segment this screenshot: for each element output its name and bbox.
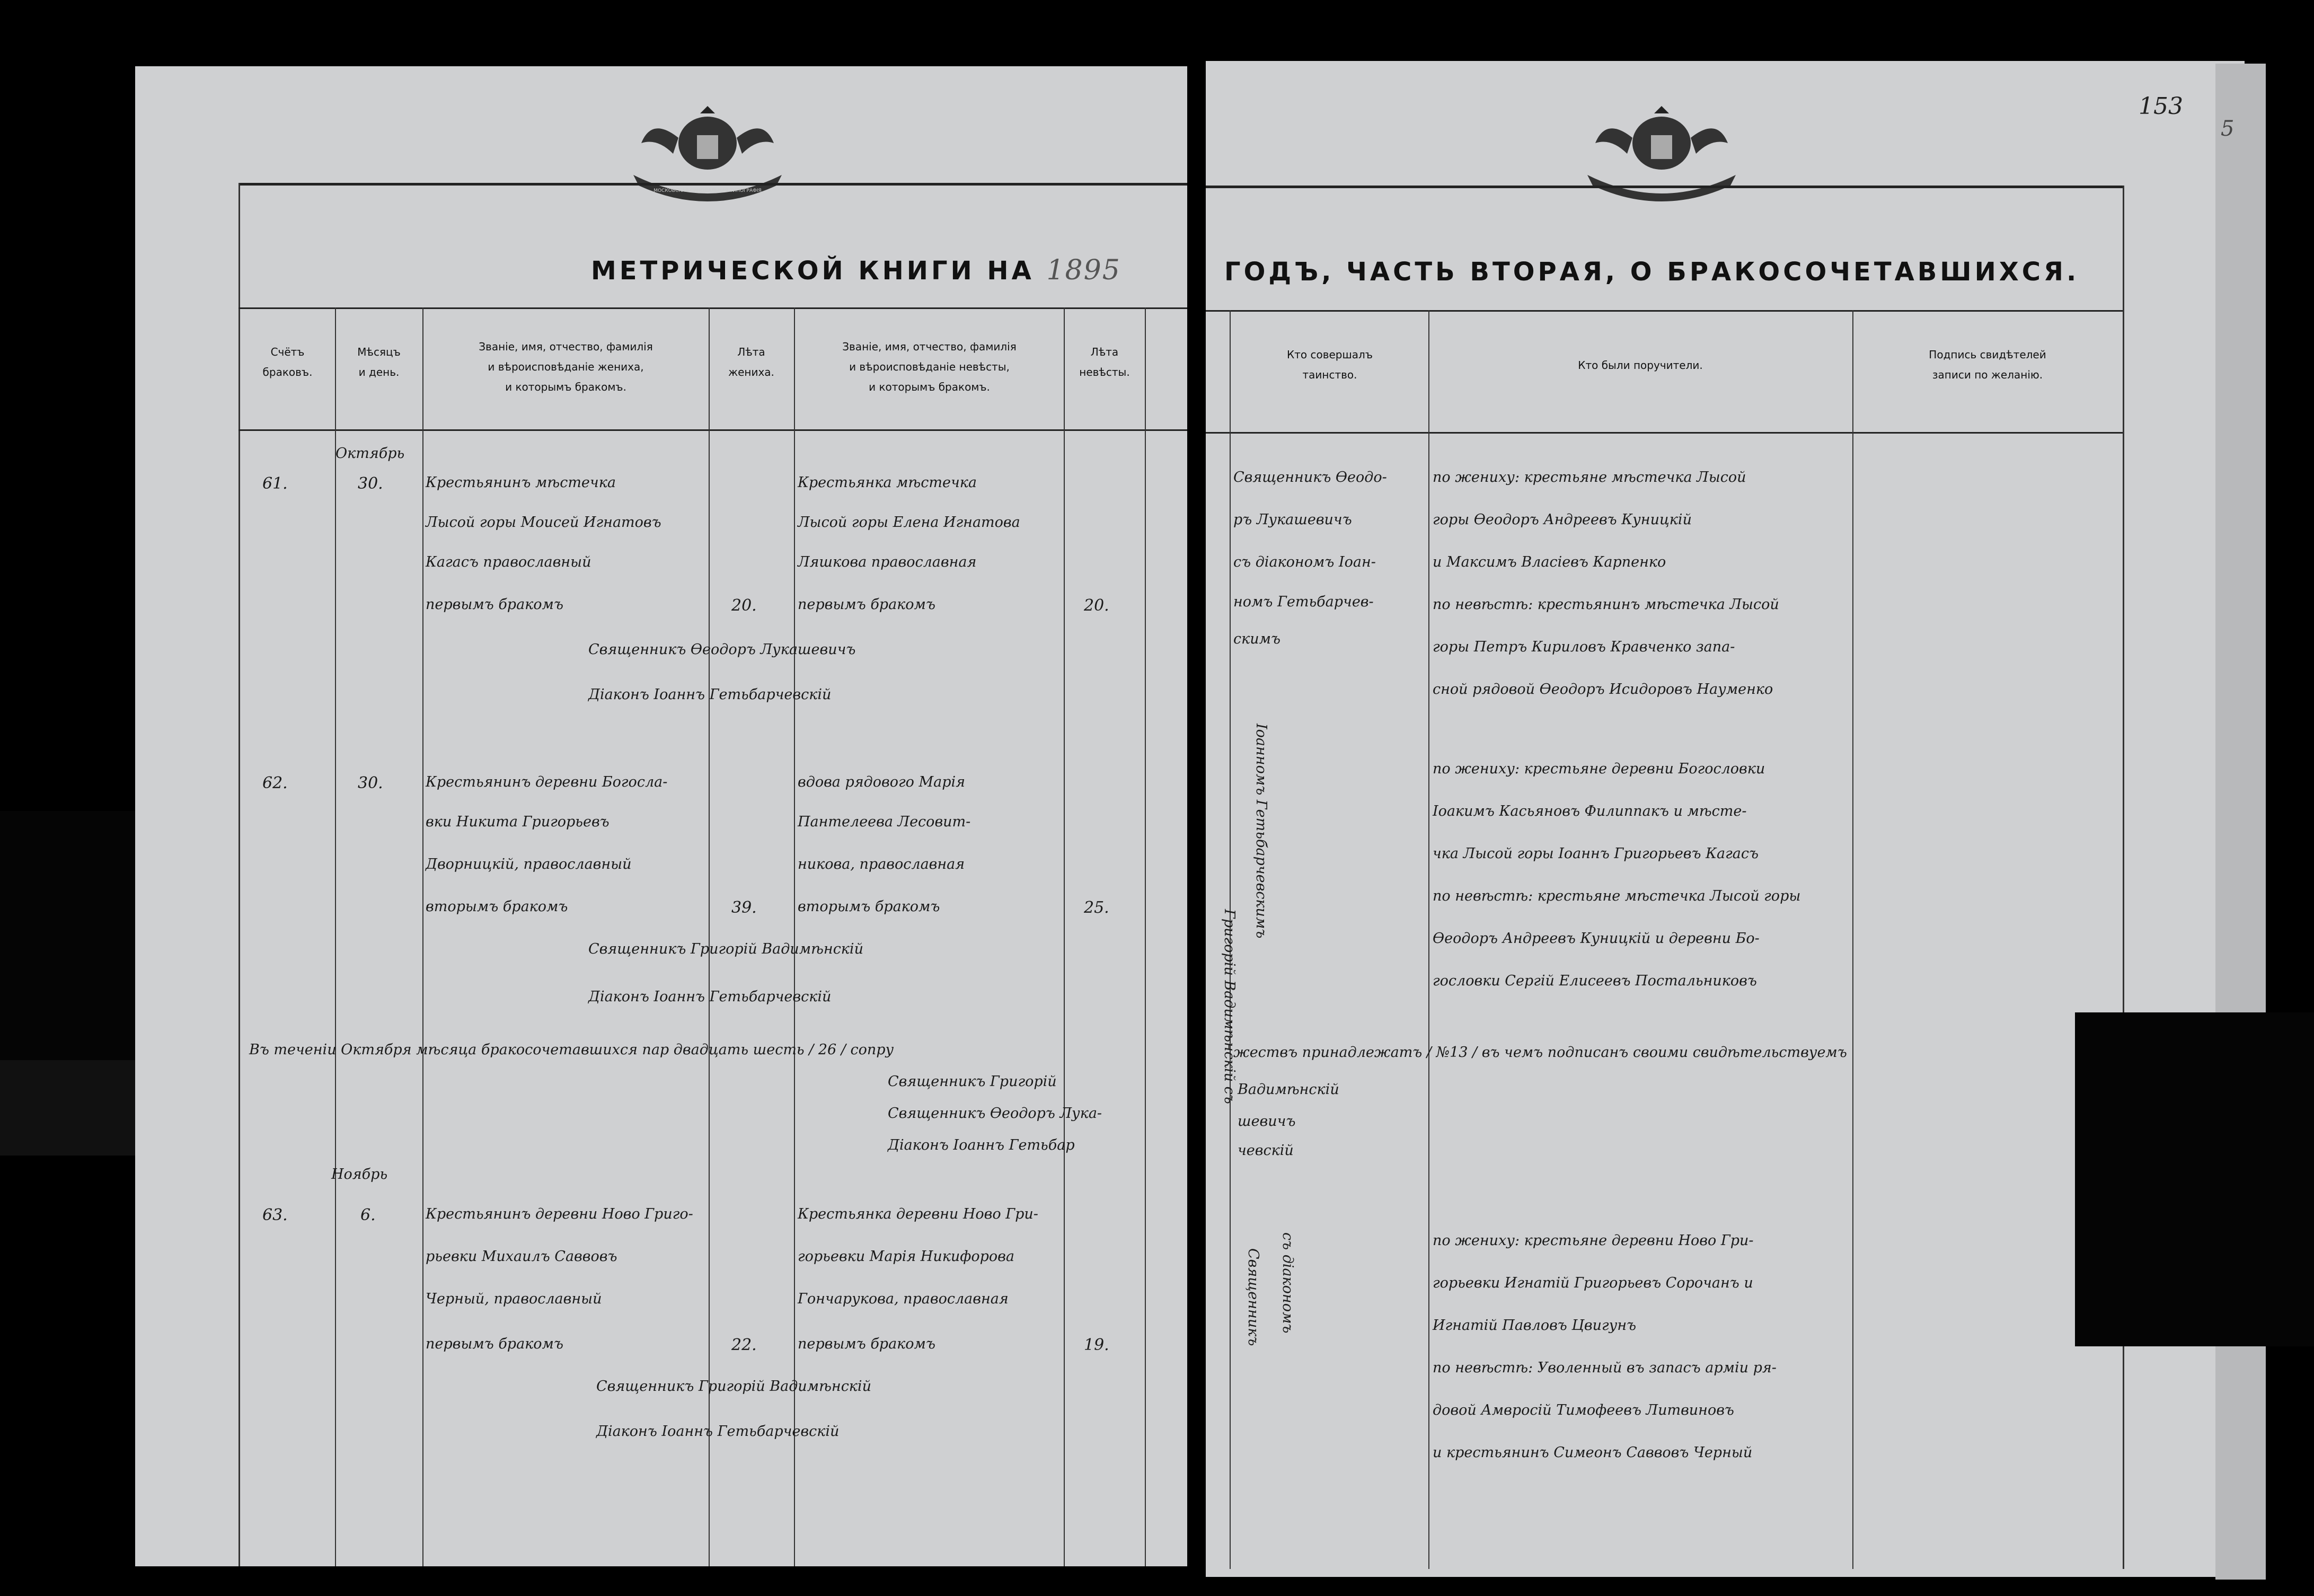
title-prefix: МЕТРИЧЕСКОЙ КНИГИ НА xyxy=(591,256,1035,286)
record-62-bride-line1: вдова рядового Марія xyxy=(798,774,965,790)
record-62-surety-line4: по невѣстѣ: крестьяне мѣстечка Лысой горы xyxy=(1433,888,1801,904)
record-62-bride-line2: Пантелеева Лесовит- xyxy=(798,814,971,830)
record-61-bride-line2: Лысой горы Елена Игнатова xyxy=(798,514,1020,531)
col-header-count: Счётъ браковъ. xyxy=(262,346,313,378)
record-61-bride-age: 20. xyxy=(1084,596,1109,615)
record-61-signature-deacon: Діаконъ Іоаннъ Гетьбарчевскій xyxy=(588,686,832,703)
record-63-groom-line4: первымъ бракомъ xyxy=(426,1336,563,1352)
col-header-witness-signatures: Подпись свидѣтелей записи по желанію. xyxy=(1929,348,2046,381)
record-63-day: 6. xyxy=(360,1206,376,1224)
record-61-groom-line1: Крестьянинъ мѣстечка xyxy=(426,474,616,491)
record-62-bride-age: 25. xyxy=(1084,898,1109,917)
year-handwritten: 1895 xyxy=(1046,254,1121,286)
header-rule-bottom xyxy=(1206,432,2123,434)
page-title-right: ГОДЪ, ЧАСТЬ ВТОРАЯ, О БРАКОСОЧЕТАВШИХСЯ. xyxy=(1224,257,2080,287)
record-63-month: Ноябрь xyxy=(331,1166,388,1183)
record-62-surety-line1: по жениху: крестьяне деревни Богословки xyxy=(1433,761,1765,777)
record-61-surety-line2: горы Өеодоръ Андреевъ Куницкій xyxy=(1433,512,1692,528)
record-61-day: 30. xyxy=(358,474,383,493)
record-63-groom-age: 22. xyxy=(731,1336,757,1354)
top-rule xyxy=(1206,186,2123,188)
record-63-groom-line3: Черный, православный xyxy=(426,1291,602,1307)
col-header-bride-age: Лѣта невѣсты. xyxy=(1079,346,1130,378)
next-page-edge xyxy=(2215,64,2266,1580)
page-title-left xyxy=(591,254,1121,286)
record-63-bride-line3: Гончарукова, православная xyxy=(798,1291,1009,1307)
record-63-bride-line1: Крестьянка деревни Ново Гри- xyxy=(798,1206,1038,1222)
record-61-month: Октябрь xyxy=(335,445,405,462)
record-62-groom-line4: вторымъ бракомъ xyxy=(426,898,568,915)
record-61-groom-line4: первымъ бракомъ xyxy=(426,596,563,613)
record-61-groom-line3: Кагасъ православный xyxy=(426,554,591,570)
col-header-groom-age: Лѣта жениха. xyxy=(728,346,774,378)
record-62-surety-line2: Іоакимъ Касьяновъ Филиппакъ и мѣсте- xyxy=(1433,803,1747,819)
col-line xyxy=(335,307,336,1566)
record-63-signature-deacon: Діаконъ Іоаннъ Гетьбарчевскій xyxy=(596,1423,840,1440)
record-61-officiant-line5: скимъ xyxy=(1233,631,1281,647)
record-63-bride-line2: горьевки Марія Никифорова xyxy=(798,1248,1014,1265)
monthly-summary-text: Въ теченіи Октября мѣсяца бракосочетавшихся пар двадцать шесть / 26 / сопру xyxy=(249,1042,894,1058)
record-62-signature-deacon: Діаконъ Іоаннъ Гетьбарчевскій xyxy=(588,989,832,1005)
col-line xyxy=(422,307,423,1566)
record-62-officiant-vertical-1: Григорій Вадимѣнскій съ xyxy=(1221,909,1238,1104)
record-61-officiant-line2: ръ Лукашевичъ xyxy=(1233,512,1352,528)
summary-signature-3: Священникъ Өеодоръ Лука- xyxy=(888,1105,1102,1122)
imperial-eagle-crest-icon xyxy=(623,95,792,207)
record-62-surety-line6: гословки Сергій Елисеевъ Постальниковъ xyxy=(1433,973,1757,989)
record-62-groom-line1: Крестьянинъ деревни Богосла- xyxy=(426,774,668,790)
summary-signature-2: Вадимѣнскій xyxy=(1238,1081,1339,1098)
record-63-signature-priest: Священникъ Григорій Вадимѣнскій xyxy=(596,1378,871,1395)
right-frame-line xyxy=(2123,186,2124,1569)
imperial-eagle-crest-icon xyxy=(1577,95,1746,207)
col-header-bride: Званіе, имя, отчество, фамилія и вѣроисповѣданіе невѣсты, и которымъ бракомъ. xyxy=(842,340,1017,393)
record-63-officiant-vertical-1: Священникъ xyxy=(1245,1248,1261,1346)
record-62-officiant-vertical-2: Іоанномъ Гетьбарчевскимъ xyxy=(1253,724,1269,939)
record-62-number: 62. xyxy=(262,774,288,792)
record-61-officiant-line4: номъ Гетьбарчев- xyxy=(1233,594,1374,610)
col-line xyxy=(1145,307,1146,1566)
record-63-officiant-vertical-2: съ діакономъ xyxy=(1279,1232,1296,1334)
record-61-surety-line4: по невѣстѣ: крестьянинъ мѣстечка Лысой xyxy=(1433,596,1779,613)
record-63-number: 63. xyxy=(262,1206,288,1224)
record-62-groom-line2: вки Никита Григорьевъ xyxy=(426,814,610,830)
header-rule-top xyxy=(1206,310,2123,312)
page-number xyxy=(2139,93,2183,120)
record-63-bride-age: 19. xyxy=(1084,1336,1109,1354)
record-61-bride-line3: Ляшкова православная xyxy=(798,554,977,570)
col-header-month: Мѣсяцъ и день. xyxy=(357,346,401,378)
record-63-bride-line4: первымъ бракомъ xyxy=(798,1336,935,1352)
left-binding-tab-lower xyxy=(0,1060,138,1156)
record-62-bride-line3: никова, православная xyxy=(798,856,965,872)
record-61-surety-line6: сной рядовой Өеодоръ Исидоровъ Науменко xyxy=(1433,681,1773,698)
record-62-surety-line3: чка Лысой горы Іоаннъ Григорьевъ Кагасъ xyxy=(1433,845,1759,862)
record-62-groom-age: 39. xyxy=(731,898,757,917)
record-62-surety-line5: Өеодоръ Андреевъ Куницкій и деревни Бо- xyxy=(1433,930,1760,947)
header-rule-top xyxy=(239,307,1187,309)
col-line xyxy=(709,307,710,1566)
col-line xyxy=(794,307,795,1566)
record-61-number: 61. xyxy=(262,474,288,493)
left-page xyxy=(135,66,1187,1566)
right-binding-tab xyxy=(2075,1012,2314,1346)
right-page xyxy=(1206,61,2245,1577)
record-61-officiant-line1: Священникъ Өеодо- xyxy=(1233,469,1387,486)
record-63-surety-line2: горьевки Игнатій Григорьевъ Сорочанъ и xyxy=(1433,1275,1753,1291)
record-63-groom-line2: рьевки Михаилъ Саввовъ xyxy=(426,1248,617,1265)
record-62-bride-line4: вторымъ бракомъ xyxy=(798,898,940,915)
record-61-signature-priest: Священникъ Өеодоръ Лукашевичъ xyxy=(588,641,856,658)
faint-page-number: 5 xyxy=(2221,117,2234,141)
top-rule xyxy=(239,183,1187,186)
page-number-value: 153 xyxy=(2139,93,2183,120)
record-63-groom-line1: Крестьянинъ деревни Ново Григо- xyxy=(426,1206,693,1222)
summary-signature-6: чевскій xyxy=(1238,1142,1294,1159)
summary-signature-1: Священникъ Григорій xyxy=(888,1073,1057,1090)
summary-signature-5: Діаконъ Іоаннъ Гетьбар xyxy=(888,1137,1075,1153)
record-63-surety-line3: Игнатій Павловъ Цвигунъ xyxy=(1433,1317,1637,1334)
record-63-surety-line1: по жениху: крестьяне деревни Ново Гри- xyxy=(1433,1232,1754,1249)
col-header-groom: Званіе, имя, отчество, фамилія и вѣроисповѣданіе жениха, и которымъ бракомъ. xyxy=(479,340,653,393)
left-frame-line xyxy=(239,183,240,1566)
record-62-day: 30. xyxy=(358,774,383,792)
record-61-bride-line4: первымъ бракомъ xyxy=(798,596,935,613)
record-61-bride-line1: Крестьянка мѣстечка xyxy=(798,474,977,491)
col-header-officiant: Кто совершалъ таинство. xyxy=(1287,348,1373,381)
summary-signature-4: шевичъ xyxy=(1238,1113,1296,1130)
record-61-surety-line3: и Максимъ Власіевъ Карпенко xyxy=(1433,554,1666,570)
record-62-signature-priest: Священникъ Григорій Вадимѣнскій xyxy=(588,941,863,957)
col-header-sureties: Кто были поручители. xyxy=(1578,359,1703,372)
record-63-surety-line4: по невѣстѣ: Уволенный въ запасъ армiи ря- xyxy=(1433,1360,1777,1376)
monthly-summary-continued: жествъ принадлежатъ / №13 / въ чемъ подписанъ своими свидѣтельствуемъ xyxy=(1233,1044,1847,1061)
record-61-groom-line2: Лысой горы Моисей Игнатовъ xyxy=(426,514,661,531)
record-61-officiant-line3: съ діакономъ Іоан- xyxy=(1233,554,1376,570)
col-line xyxy=(1428,310,1429,1569)
record-61-surety-line5: горы Петръ Кириловъ Кравченко запа- xyxy=(1433,639,1735,655)
crest-label: МОСКОВСКАЯ СИНОДАЛЬНАЯ ТИПОГРАФІЯ xyxy=(653,188,762,193)
record-61-surety-line1: по жениху: крестьяне мѣстечка Лысой xyxy=(1433,469,1746,486)
record-63-surety-line6: и крестьянинъ Симеонъ Саввовъ Черный xyxy=(1433,1444,1753,1461)
record-63-surety-line5: довой Амвросій Тимофеевъ Литвиновъ xyxy=(1433,1402,1734,1418)
col-line xyxy=(1852,310,1853,1569)
record-61-groom-age: 20. xyxy=(731,596,757,615)
col-line xyxy=(1064,307,1065,1566)
header-rule-bottom xyxy=(239,429,1187,431)
record-62-groom-line3: Дворницкій, православный xyxy=(426,856,632,872)
